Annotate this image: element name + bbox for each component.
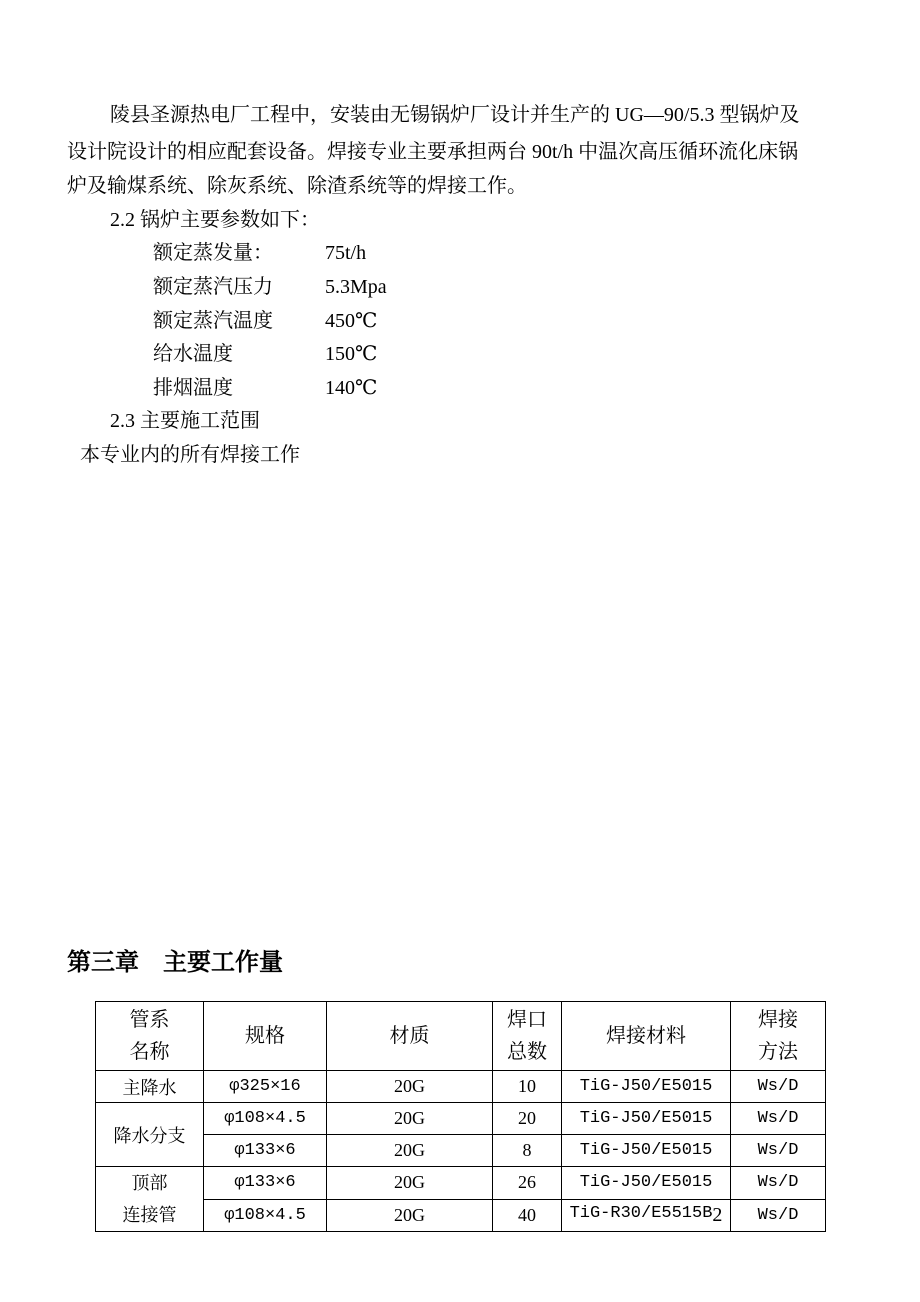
paragraph-line: 设计院设计的相应配套设备。焊接专业主要承担两台 90t/h 中温次高压循环流化床锅 — [67, 141, 799, 163]
material-cell: 20G — [327, 1071, 493, 1103]
method-cell: Ws/D — [731, 1135, 826, 1167]
param-label: 给水温度 — [153, 343, 233, 365]
spec-cell: φ108×4.5 — [204, 1199, 327, 1232]
weld-material-cell: TiG-R30/E5515B2 — [562, 1199, 731, 1232]
header-spec: 规格 — [204, 1002, 327, 1071]
param-value: 5.3Mpa — [325, 276, 387, 298]
count-cell: 8 — [493, 1135, 562, 1167]
material-cell: 20G — [327, 1135, 493, 1167]
group-cell: 降水分支 — [96, 1103, 204, 1167]
table-row — [96, 1167, 826, 1200]
table-row — [96, 1071, 826, 1103]
param-label: 排烟温度 — [153, 377, 233, 399]
weld-material-cell: TiG-J50/E5015 — [562, 1071, 731, 1103]
weld-material-cell: TiG-J50/E5015 — [562, 1167, 731, 1200]
param-value: 75t/h — [325, 242, 367, 264]
weld-material-cell: TiG-J50/E5015 — [562, 1135, 731, 1167]
material-cell: 20G — [327, 1167, 493, 1200]
method-cell: Ws/D — [731, 1103, 826, 1135]
section-text: 本专业内的所有焊接工作 — [80, 444, 300, 466]
count-cell: 10 — [493, 1071, 562, 1103]
count-cell: 26 — [493, 1167, 562, 1200]
param-value: 140℃ — [325, 377, 378, 399]
header-method: 焊接 方法 — [731, 1002, 826, 1071]
spec-cell: φ108×4.5 — [204, 1103, 327, 1135]
count-cell: 20 — [493, 1103, 562, 1135]
paragraph-line: 陵县圣源热电厂工程中，安装由无锡锅炉厂设计并生产的 UG—90/5.3 型锅炉及 — [110, 104, 800, 126]
table-header-row — [96, 1002, 826, 1071]
paragraph-line: 炉及输煤系统、除灰系统、除渣系统等的焊接工作。 — [67, 175, 527, 197]
material-cell: 20G — [327, 1103, 493, 1135]
table-row — [96, 1135, 826, 1167]
method-cell: Ws/D — [731, 1167, 826, 1200]
section-title: 2.2 锅炉主要参数如下： — [110, 209, 320, 231]
spec-cell: φ325×16 — [204, 1071, 327, 1103]
table-row — [96, 1199, 826, 1232]
param-label: 额定蒸汽温度 — [153, 310, 273, 332]
material-cell: 20G — [327, 1199, 493, 1232]
group-cell: 主降水 — [96, 1071, 204, 1103]
method-cell: Ws/D — [731, 1071, 826, 1103]
section-title: 2.3 主要施工范围 — [110, 410, 260, 432]
param-label: 额定蒸汽压力 — [153, 276, 273, 298]
method-cell: Ws/D — [731, 1199, 826, 1232]
param-label: 额定蒸发量： — [153, 242, 273, 264]
group-cell: 顶部 连接管 — [96, 1167, 204, 1232]
spec-cell: φ133×6 — [204, 1135, 327, 1167]
header-material: 材质 — [327, 1002, 493, 1071]
weld-material-cell: TiG-J50/E5015 — [562, 1103, 731, 1135]
header-weld-material: 焊接材料 — [562, 1002, 731, 1071]
spec-cell: φ133×6 — [204, 1167, 327, 1200]
chapter-heading: 第三章 主要工作量 — [67, 948, 283, 976]
count-cell: 40 — [493, 1199, 562, 1232]
header-count: 焊口 总数 — [493, 1002, 562, 1071]
workload-table — [95, 1001, 826, 1232]
table-row — [96, 1103, 826, 1135]
param-value: 450℃ — [325, 310, 378, 332]
page-number: 2 — [712, 1203, 723, 1226]
param-value: 150℃ — [325, 343, 378, 365]
header-name: 管系 名称 — [96, 1002, 204, 1071]
